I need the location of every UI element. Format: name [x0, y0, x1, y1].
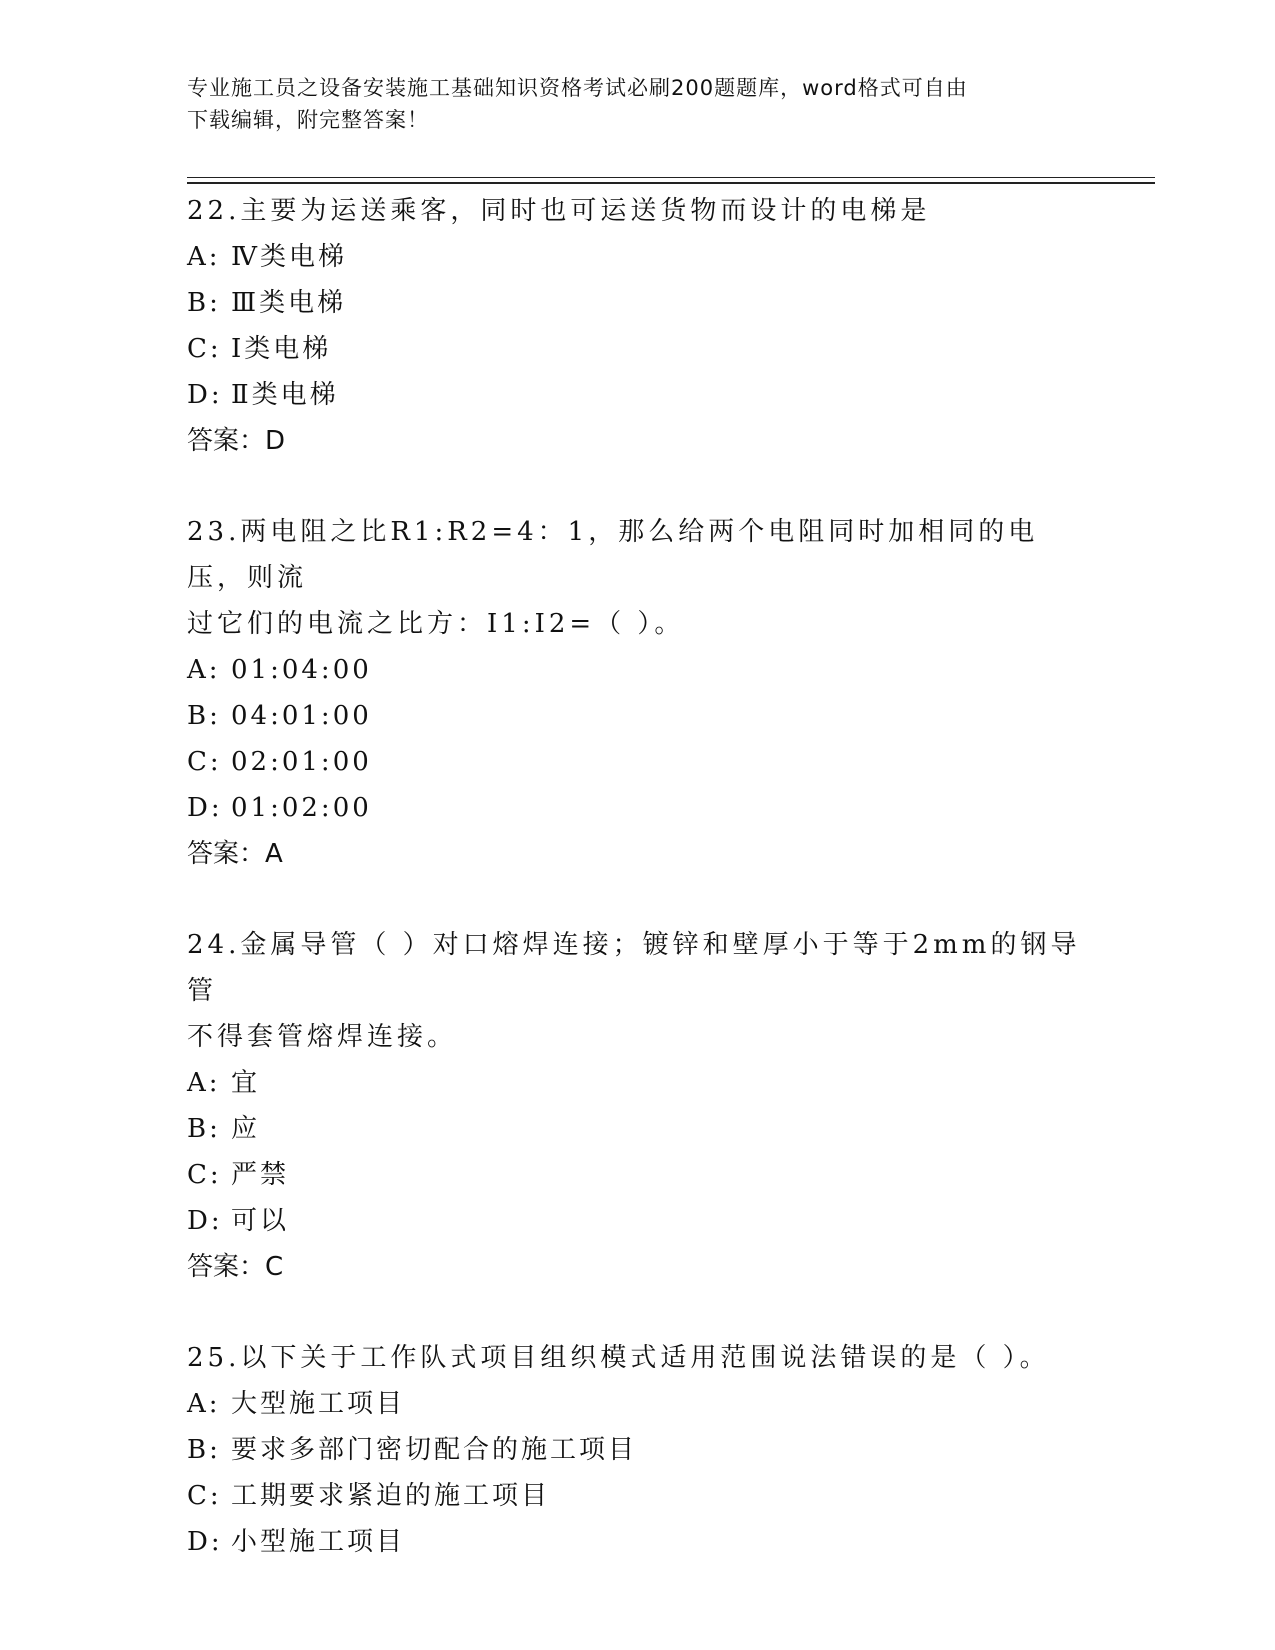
option-letter: C:: [187, 1160, 222, 1190]
option-d: [187, 1519, 1155, 1565]
option-c: [187, 739, 1155, 785]
option-text: Ⅱ类电梯: [231, 380, 339, 410]
option-letter: D:: [187, 1527, 223, 1557]
option-letter: A:: [187, 655, 221, 685]
option-a: [187, 234, 1155, 280]
option-text: 02:01:00: [231, 747, 372, 777]
question-25: [187, 1335, 1155, 1565]
option-text: Ⅳ类电梯: [231, 242, 347, 272]
option-text: 01:02:00: [231, 793, 372, 823]
question-stem-line: 25.以下关于工作队式项目组织模式适用范围说法错误的是（ ）。: [187, 1343, 1050, 1373]
question-stem: [187, 188, 1092, 234]
option-c: [187, 1152, 1155, 1198]
option-text: 宜: [231, 1068, 261, 1098]
question-stem-line: 过它们的电流之比方：I1:I2=（ ）。: [187, 609, 685, 639]
option-text: Ⅰ类电梯: [231, 334, 332, 364]
option-letter: D:: [187, 793, 223, 823]
question-stem: [187, 509, 1092, 647]
option-text: 工期要求紧迫的施工项目: [231, 1481, 551, 1511]
question-22: [187, 188, 1155, 464]
option-b: [187, 1427, 1155, 1473]
option-text: 可以: [231, 1206, 290, 1236]
option-a: [187, 1381, 1155, 1427]
option-d: [187, 785, 1155, 831]
option-b: [187, 693, 1155, 739]
option-letter: C:: [187, 334, 222, 364]
option-c: [187, 1473, 1155, 1519]
option-text: 严禁: [231, 1160, 290, 1190]
option-letter: C:: [187, 1481, 222, 1511]
option-letter: A:: [187, 1068, 221, 1098]
header-line-2: 下载编辑，附完整答案！: [187, 108, 429, 132]
option-letter: B:: [187, 288, 221, 318]
option-letter: A:: [187, 1389, 221, 1419]
option-letter: C:: [187, 747, 222, 777]
question-stem-line: 24.金属导管（ ）对口熔焊连接；镀锌和壁厚小于等于2mm的钢导管: [187, 930, 1081, 1006]
question-stem-line: 22.主要为运送乘客，同时也可运送货物而设计的电梯是: [187, 196, 931, 226]
option-d: [187, 372, 1155, 418]
option-b: [187, 280, 1155, 326]
answer-text: 答案：C: [187, 1252, 284, 1282]
option-letter: A:: [187, 242, 221, 272]
question-list: [187, 188, 1155, 1610]
option-letter: B:: [187, 1435, 221, 1465]
question-stem-line: 23.两电阻之比R1:R2=4：1，那么给两个电阻同时加相同的电压，则流: [187, 517, 1039, 593]
header-divider-thick: [187, 182, 1155, 184]
question-stem: [187, 922, 1092, 1060]
question-stem-line: 不得套管熔焊连接。: [187, 1022, 458, 1052]
option-text: Ⅲ类电梯: [231, 288, 347, 318]
question-stem: [187, 1335, 1092, 1381]
option-a: [187, 1060, 1155, 1106]
option-letter: D:: [187, 380, 223, 410]
option-b: [187, 1106, 1155, 1152]
option-text: 应: [231, 1114, 261, 1144]
option-text: 大型施工项目: [231, 1389, 406, 1419]
header-line-1: 专业施工员之设备安装施工基础知识资格考试必刷200题题库，word格式可自由: [187, 76, 968, 100]
option-text: 小型施工项目: [231, 1527, 406, 1557]
option-text: 01:04:00: [231, 655, 372, 685]
document-header: [187, 72, 1087, 136]
option-letter: B:: [187, 1114, 221, 1144]
option-text: 要求多部门密切配合的施工项目: [231, 1435, 638, 1465]
option-text: 04:01:00: [231, 701, 372, 731]
option-d: [187, 1198, 1155, 1244]
option-c: [187, 326, 1155, 372]
answer-text: 答案：D: [187, 426, 286, 456]
option-letter: D:: [187, 1206, 223, 1236]
question-23: [187, 509, 1155, 877]
header-divider-thin: [187, 177, 1155, 178]
option-letter: B:: [187, 701, 221, 731]
answer-text: 答案：A: [187, 839, 283, 869]
option-a: [187, 647, 1155, 693]
question-24: [187, 922, 1155, 1290]
